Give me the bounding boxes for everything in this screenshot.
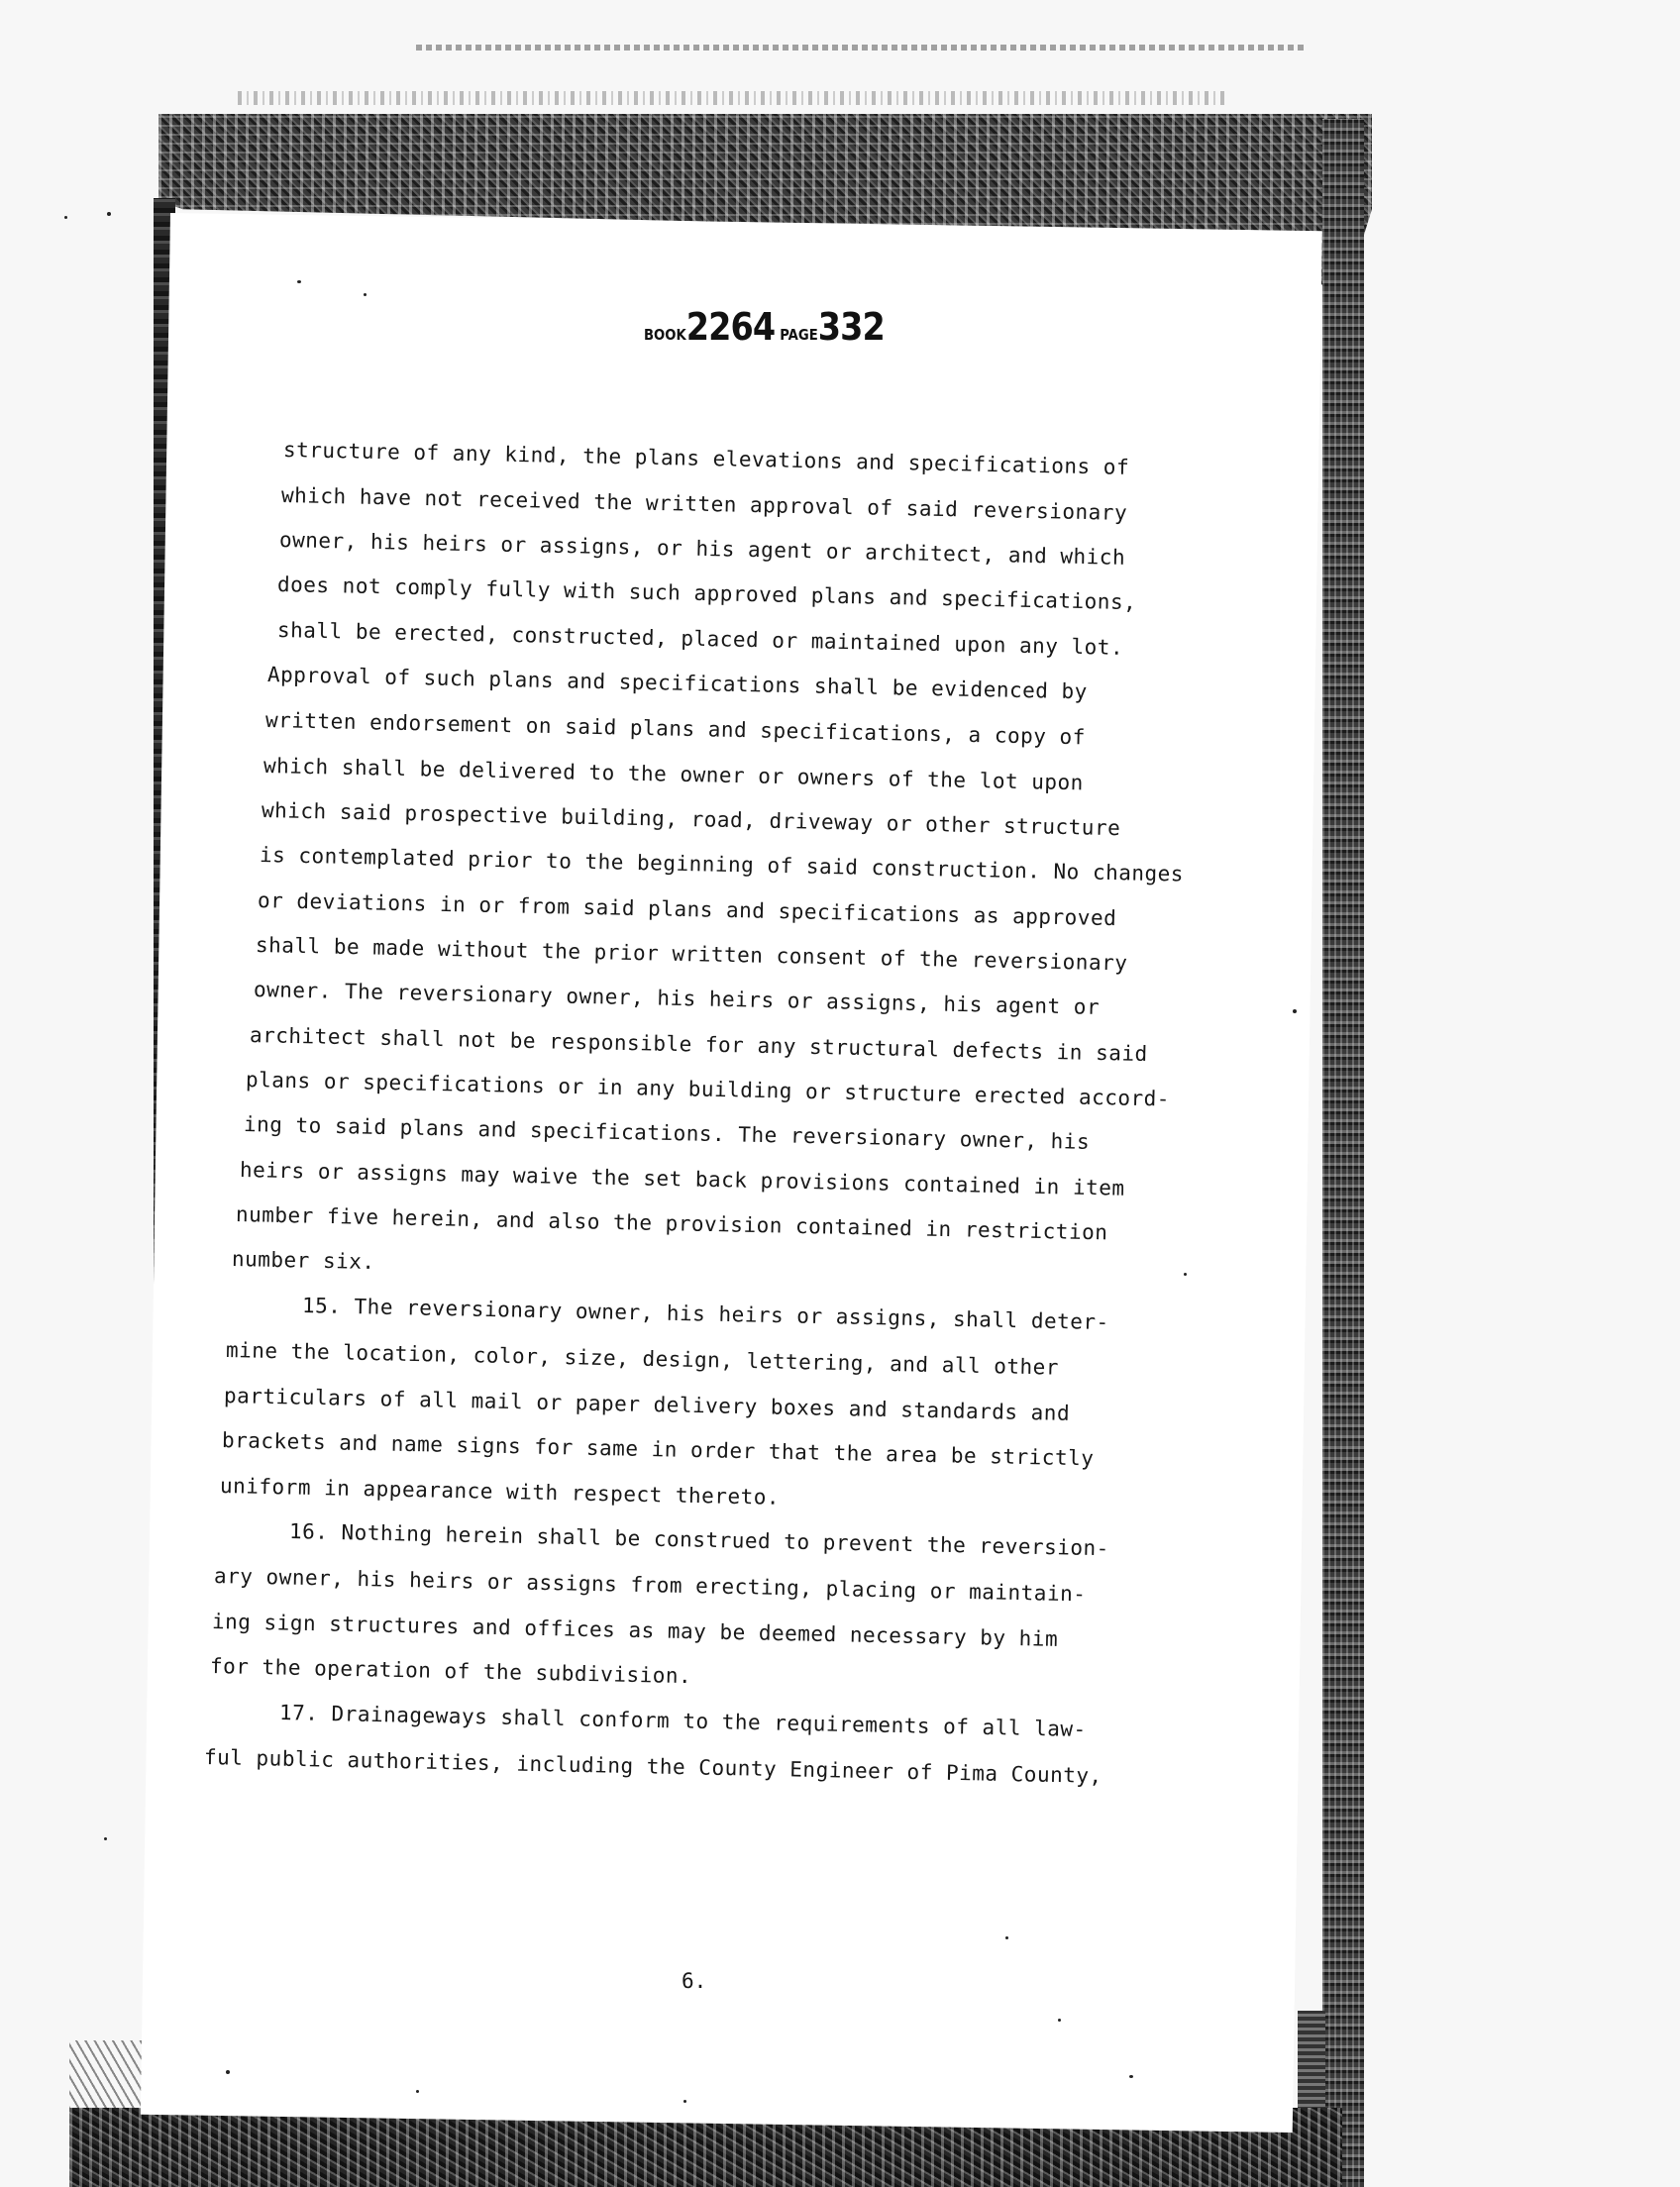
body-line: 15. The reversionary owner, his heirs or assigns, shall deter- <box>301 1294 1109 1335</box>
body-line: for the operation of the subdivision. <box>209 1654 692 1689</box>
body-line: architect shall not be responsible for any structural defects in said <box>249 1023 1148 1066</box>
body-line: is contemplated prior to the beginning of said construction. No changes <box>259 843 1185 886</box>
body-line: mine the location, color, size, design, lettering, and all other <box>225 1338 1060 1380</box>
body-line: ary owner, his heirs or assigns from erecting, placing or maintain- <box>213 1564 1087 1607</box>
page-label: PAGE <box>780 326 818 344</box>
body-line: brackets and name signs for same in order that the area be strictly <box>221 1428 1095 1471</box>
body-line: ing to said plans and specifications. The reversionary owner, his <box>243 1112 1091 1154</box>
book-number: 2264 <box>685 305 776 349</box>
body-line: or deviations in or from said plans and specifications as approved <box>257 888 1117 931</box>
body-line: plans or specifications or in any building or structure erected accord- <box>245 1068 1171 1111</box>
body-line: ful public authorities, including the County Engineer of Pima County, <box>203 1745 1102 1788</box>
body-line: does not comply fully with such approved plans and specifications, <box>276 573 1137 615</box>
page-number-stamp: 332 <box>817 305 885 349</box>
body-line: shall be erected, constructed, placed or maintained upon any lot. <box>276 618 1124 660</box>
body-line: which said prospective building, road, driveway or other structure <box>261 798 1121 841</box>
body-line: owner. The reversionary owner, his heirs or assigns, his agent or <box>253 978 1101 1019</box>
body-line: particulars of all mail or paper delivery boxes and standards and <box>223 1384 1071 1425</box>
footer-page-number: 6. <box>682 1969 707 1993</box>
body-line: Approval of such plans and specifications shall be evidenced by <box>266 663 1089 704</box>
body-line: heirs or assigns may waive the set back provisions contained in item <box>239 1158 1125 1200</box>
body-line: 17. Drainageways shall conform to the requirements of all law- <box>278 1701 1087 1742</box>
body-line: number six. <box>231 1247 375 1275</box>
body-line: ing sign structures and offices as may be deemed necessary by him <box>211 1610 1059 1651</box>
body-line: 16. Nothing herein shall be construed to prevent the reversion- <box>288 1519 1110 1561</box>
book-label: BOOK <box>644 326 686 344</box>
body-line: structure of any kind, the plans elevations and specifications of <box>282 438 1130 479</box>
body-line: number five herein, and also the provision contained in restriction <box>235 1202 1108 1245</box>
body-line: uniform in appearance with respect thereto. <box>219 1474 781 1510</box>
body-line: which have not received the written approval of said reversionary <box>280 483 1128 525</box>
body-line: which shall be delivered to the owner or owners of the lot upon <box>262 754 1085 795</box>
body-line: shall be made without the prior written consent of the reversionary <box>255 933 1128 976</box>
body-line: owner, his heirs or assigns, or his agent or architect, and which <box>278 528 1126 570</box>
body-line: written endorsement on said plans and specifications, a copy of <box>264 708 1087 750</box>
